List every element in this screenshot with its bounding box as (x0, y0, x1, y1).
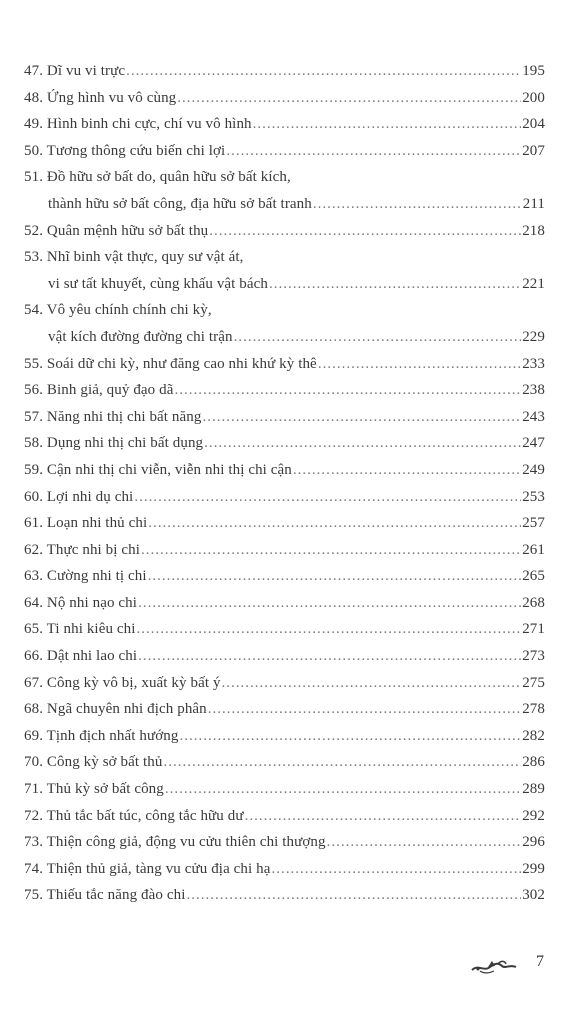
toc-entry-title (24, 616, 136, 643)
toc-entry-page: 221 (522, 275, 545, 292)
toc-entry-text: Thực nhi bị chi (46, 541, 141, 558)
toc-entry (24, 643, 545, 670)
toc-leader-dots (226, 138, 521, 165)
toc-entry-text: Soái dữ chi kỳ, như đăng cao nhi khứ kỳ thê (46, 355, 317, 372)
toc-line (24, 670, 545, 697)
toc-entry-page: 271 (522, 621, 545, 638)
toc-line (48, 191, 545, 218)
toc-entry (24, 856, 545, 883)
toc-line (24, 749, 545, 776)
toc-entry-number: 74. (24, 860, 44, 877)
toc-entry-text: Cường nhi tị chi (46, 568, 147, 585)
toc-entry-page: 207 (522, 142, 545, 159)
toc-leader-dots (175, 377, 522, 404)
toc-entry-title (24, 58, 125, 85)
toc-entry-number: 52. (24, 222, 44, 239)
toc-line (24, 616, 545, 643)
toc-entry-page: 243 (522, 408, 545, 425)
toc-entry-title (24, 430, 203, 457)
toc-entry (24, 696, 545, 723)
toc-entry-text: Nộ nhi nạo chi (46, 594, 138, 611)
toc-entry-text: Loạn nhi thủ chi (46, 515, 148, 532)
toc-entry-text: Nhĩ binh vật thực, quy sư vật át, (46, 249, 244, 266)
toc-entry-title (24, 643, 137, 670)
toc-entry-number: 66. (24, 648, 44, 665)
toc-entry-page: 218 (522, 222, 545, 239)
toc-entry (24, 164, 545, 191)
toc-entry (24, 776, 545, 803)
toc-entry-title (24, 803, 244, 830)
toc-entry (24, 590, 545, 617)
toc-entry-page: 200 (522, 89, 545, 106)
toc-entry-title (24, 563, 147, 590)
toc-entry-number: 56. (24, 382, 44, 399)
toc-entry-title (24, 218, 208, 245)
toc-line (24, 563, 545, 590)
toc-entry-title (24, 138, 225, 165)
toc-entry-page: 249 (522, 461, 545, 478)
toc-leader-dots (318, 351, 521, 378)
toc-entry-page: 302 (522, 887, 545, 904)
toc-entry-text: Dật nhi lao chi (46, 648, 138, 665)
toc-line (24, 643, 545, 670)
toc-entry-text: Thiện thủ giả, tàng vu cửu địa chi hạ (46, 860, 271, 877)
toc-leader-dots (165, 776, 521, 803)
toc-entry-number: 60. (24, 488, 44, 505)
toc-leader-dots (202, 404, 521, 431)
toc-line (24, 776, 545, 803)
toc-entry-number: 68. (24, 701, 44, 718)
toc-entry-number: 50. (24, 142, 44, 159)
toc-entry-number: 53. (24, 249, 44, 266)
table-of-contents (24, 58, 545, 909)
toc-entry-page: 204 (522, 116, 545, 133)
toc-line (24, 138, 545, 165)
toc-entry-text: Lợi nhi dụ chi (46, 488, 134, 505)
toc-entry-number: 64. (24, 594, 44, 611)
toc-entry (24, 324, 545, 351)
toc-leader-dots (204, 430, 521, 457)
toc-entry-text: Hình binh chi cực, chí vu vô hình (46, 116, 252, 133)
toc-line (48, 324, 545, 351)
toc-entry-number: 62. (24, 541, 44, 558)
toc-entry (24, 430, 545, 457)
toc-leader-dots (177, 85, 521, 112)
toc-entry (24, 510, 545, 537)
toc-entry-text: Thiện công giả, động vu cửu thiên chi thượng (46, 834, 326, 851)
toc-line (24, 457, 545, 484)
toc-line (24, 590, 545, 617)
toc-line (48, 271, 545, 298)
toc-entry-text: Tịnh địch nhất hướng (46, 727, 179, 744)
toc-entry-title (24, 510, 147, 537)
toc-entry (24, 616, 545, 643)
toc-entry-title (24, 377, 174, 404)
toc-line (24, 111, 545, 138)
toc-leader-dots (148, 510, 521, 537)
page-number: 7 (536, 953, 544, 970)
toc-entry-title (48, 271, 268, 298)
toc-entry-text: Dụng nhi thị chi bất dụng (46, 435, 204, 452)
toc-entry-page: 282 (522, 727, 545, 744)
toc-entry-page: 296 (522, 834, 545, 851)
toc-line (24, 404, 545, 431)
toc-entry-title (24, 776, 164, 803)
toc-entry (24, 670, 545, 697)
toc-line (24, 244, 545, 271)
toc-leader-dots (222, 670, 522, 697)
toc-entry-text: Vô yêu chính chính chi kỳ, (46, 302, 212, 319)
toc-entry-number: 48. (24, 89, 44, 106)
toc-entry-title (48, 191, 312, 218)
toc-entry-number: 51. (24, 169, 44, 186)
toc-entry-text: Quân mệnh hữu sở bất thụ (46, 222, 209, 239)
toc-line (24, 829, 545, 856)
toc-line (24, 351, 545, 378)
toc-entry (24, 749, 545, 776)
toc-entry-page: 273 (522, 648, 545, 665)
toc-line (24, 85, 545, 112)
toc-leader-dots (253, 111, 522, 138)
toc-line (24, 696, 545, 723)
toc-entry-title (24, 670, 221, 697)
toc-leader-dots (186, 882, 521, 909)
toc-entry (24, 882, 545, 909)
toc-entry-title (24, 856, 271, 883)
toc-line (24, 484, 545, 511)
toc-line (24, 882, 545, 909)
toc-entry-number: 69. (24, 727, 44, 744)
toc-entry (24, 191, 545, 218)
toc-entry-number: 71. (24, 781, 44, 798)
toc-entry-page: 275 (522, 674, 545, 691)
toc-leader-dots (269, 271, 521, 298)
toc-entry-title (24, 404, 201, 431)
toc-entry (24, 404, 545, 431)
toc-entry-text: Đồ hữu sở bất do, quân hữu sở bất kích, (46, 169, 291, 186)
toc-entry-text: Ti nhi kiêu chi (46, 621, 136, 638)
toc-entry-page: 247 (522, 435, 545, 452)
toc-entry-text: thành hữu sở bất công, địa hữu sở bất tranh (48, 195, 312, 212)
toc-entry-number: 58. (24, 435, 44, 452)
toc-entry-text: Năng nhi thị chi bất năng (46, 408, 202, 425)
toc-entry-title (24, 85, 176, 112)
toc-entry (24, 85, 545, 112)
toc-entry-number: 63. (24, 568, 44, 585)
toc-entry-title (24, 882, 185, 909)
toc-entry-page: 211 (522, 195, 545, 212)
toc-entry-title (24, 297, 212, 324)
toc-entry-title (24, 590, 137, 617)
toc-entry-number: 70. (24, 754, 44, 771)
toc-entry-title (24, 696, 207, 723)
toc-leader-dots (208, 696, 521, 723)
toc-entry (24, 138, 545, 165)
toc-entry-page: 268 (522, 594, 545, 611)
toc-entry-page: 253 (522, 488, 545, 505)
toc-entry-number: 61. (24, 515, 44, 532)
toc-leader-dots (245, 803, 522, 830)
toc-leader-dots (126, 58, 521, 85)
toc-entry-number: 57. (24, 408, 44, 425)
toc-entry-page: 278 (522, 701, 545, 718)
toc-entry-number: 49. (24, 116, 44, 133)
toc-entry (24, 563, 545, 590)
toc-entry-title (48, 324, 233, 351)
page-footer (470, 950, 560, 980)
toc-entry-page: 261 (522, 541, 545, 558)
toc-entry-text: Tương thông cứu biến chi lợi (46, 142, 226, 159)
toc-line (24, 58, 545, 85)
toc-leader-dots (141, 537, 521, 564)
toc-entry-title (24, 351, 317, 378)
toc-line (24, 537, 545, 564)
toc-leader-dots (134, 484, 521, 511)
toc-entry-page: 229 (522, 328, 545, 345)
toc-entry-page: 195 (522, 63, 545, 79)
toc-entry-text: Binh giả, quỷ đạo dã (46, 382, 174, 399)
toc-line (24, 856, 545, 883)
toc-entry-title (24, 457, 292, 484)
toc-entry-text: Công kỳ vô bị, xuất kỳ bất ý (46, 674, 221, 691)
toc-entry-title (24, 111, 252, 138)
toc-leader-dots (313, 191, 522, 218)
toc-entry-text: Ứng hình vu vô cùng (46, 89, 177, 106)
toc-line (24, 430, 545, 457)
toc-entry-number: 65. (24, 621, 44, 638)
toc-leader-dots (272, 856, 522, 883)
toc-entry-title (24, 749, 163, 776)
toc-leader-dots (148, 563, 522, 590)
toc-entry-title (24, 164, 291, 191)
toc-entry-number: 47. (24, 63, 44, 79)
toc-entry-page: 238 (522, 382, 545, 399)
toc-entry-text: vi sư tất khuyết, cùng khấu vật bách (48, 275, 269, 292)
toc-entry (24, 537, 545, 564)
toc-entry (24, 457, 545, 484)
toc-entry-number: 67. (24, 674, 44, 691)
toc-entry-text: Dĩ vu vi trực (46, 63, 126, 79)
toc-entry (24, 351, 545, 378)
toc-entry (24, 58, 545, 85)
toc-leader-dots (234, 324, 522, 351)
toc-leader-dots (164, 749, 522, 776)
toc-entry-title (24, 244, 244, 271)
toc-entry-text: vật kích đường đường chi trận (48, 328, 233, 345)
toc-entry (24, 377, 545, 404)
toc-entry-page: 265 (522, 568, 545, 585)
toc-entry (24, 111, 545, 138)
toc-entry-page: 233 (522, 355, 545, 372)
toc-line (24, 510, 545, 537)
toc-entry-number: 72. (24, 807, 44, 824)
toc-entry-page: 299 (522, 860, 545, 877)
toc-entry-page: 286 (522, 754, 545, 771)
toc-leader-dots (179, 723, 521, 750)
toc-entry-text: Ngã chuyên nhi địch phân (46, 701, 207, 718)
toc-entry-text: Thiếu tắc năng đào chi (46, 887, 186, 904)
toc-leader-dots (138, 590, 521, 617)
toc-entry (24, 271, 545, 298)
toc-entry-title (24, 829, 326, 856)
toc-entry-title (24, 484, 133, 511)
dragon-ornament-icon (470, 958, 518, 976)
toc-entry (24, 723, 545, 750)
toc-leader-dots (327, 829, 522, 856)
toc-line (24, 164, 545, 191)
toc-leader-dots (293, 457, 521, 484)
toc-entry (24, 244, 545, 271)
toc-entry (24, 829, 545, 856)
toc-leader-dots (209, 218, 521, 245)
toc-entry-number: 73. (24, 834, 44, 851)
toc-entry-page: 289 (522, 781, 545, 798)
toc-leader-dots (138, 643, 521, 670)
toc-entry-text: Công kỳ sở bất thủ (46, 754, 163, 771)
toc-entry-number: 75. (24, 887, 44, 904)
toc-entry (24, 803, 545, 830)
toc-entry-text: Thủ tắc bất túc, công tắc hữu dư (46, 807, 244, 824)
toc-entry-number: 54. (24, 302, 44, 319)
toc-entry (24, 484, 545, 511)
toc-leader-dots (137, 616, 522, 643)
toc-line (24, 723, 545, 750)
toc-line (24, 218, 545, 245)
toc-entry-title (24, 723, 178, 750)
toc-entry (24, 297, 545, 324)
toc-entry-number: 59. (24, 461, 44, 478)
toc-entry-text: Thủ kỳ sở bất công (46, 781, 164, 798)
toc-entry-number: 55. (24, 355, 44, 372)
toc-entry-page: 257 (522, 515, 545, 532)
toc-entry (24, 218, 545, 245)
toc-line (24, 803, 545, 830)
toc-line (24, 377, 545, 404)
toc-entry-text: Cận nhi thị chi viễn, viễn nhi thị chi cận (46, 461, 292, 478)
toc-line (24, 297, 545, 324)
toc-entry-title (24, 537, 140, 564)
toc-entry-page: 292 (522, 807, 545, 824)
